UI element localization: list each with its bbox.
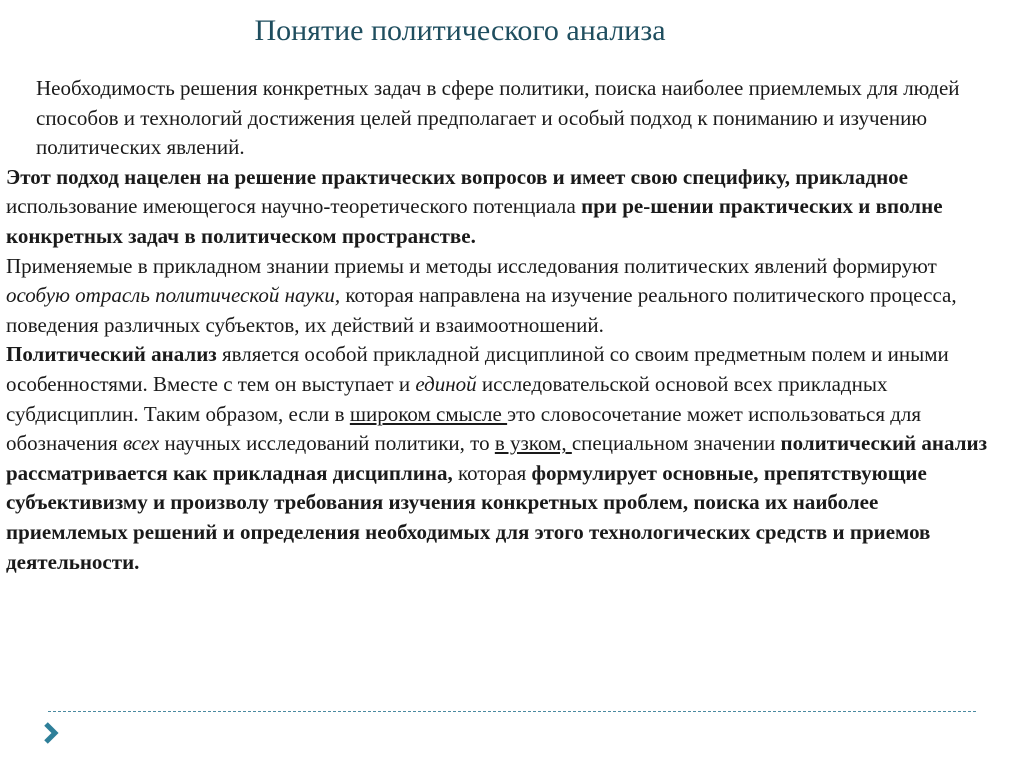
paragraph-1: Необходимость решения конкретных задач в сфере политики, поиска наиболее приемлемых для людей способов и технологий достижения целей предполагает и особый подход к пониманию и изучению политических явлений. [36,76,960,160]
p4-italic-2: всех [122,431,160,456]
slide-body [6,74,996,577]
footer-divider [48,711,976,712]
slide-title: Понятие политического анализа [254,14,666,47]
p4-italic-1: единой [415,371,477,396]
p4-text-4: научных исследований политики, то [159,431,495,456]
paragraph-4 [6,340,996,577]
p2-text-1: использование имеющегося научно-теоретического потенциала [6,194,582,219]
paragraph-2 [6,163,996,252]
p4-text-5: специальном значении [571,431,781,456]
p4-bold-2: политический анализ рассматривается как прикладная дисциплина, [6,431,988,485]
chevron-right-icon [38,721,62,745]
p3-text-1: Применяемые в прикладном знании приемы и методы исследования политических явлений формируют [6,253,937,278]
p4-underline-2: в узком, [494,431,572,456]
p4-bold-1: Политический анализ [6,342,217,367]
p4-text-3: это словосочетание может использоваться для обозначения [6,401,922,456]
p3-text-2: которая направлена на изучение реального политического процесса, поведения различных субъектов, их действий и взаимоотношений. [6,283,957,337]
p4-bold-3: формулирует основные, препятствующие субъективизму и произволу требования изучения конкретных проблем, поиска их наиболее приемлемых решений и определения необходимых для этого технологических средств и приемов деятельности. [6,460,931,574]
paragraph-3 [6,252,996,341]
p4-text-1: является особой прикладной дисциплиной со своим предметным полем и иными особенностями. Вместе с тем он выступает и [6,342,949,396]
p4-text-2: исследовательской основой всех прикладных субдисциплин. Таким образом, если в [6,371,888,426]
p3-italic-1: особую отрасль политической науки, [6,283,341,308]
p4-underline-1: широком смысле [349,401,508,426]
p2-bold-1: Этот подход нацелен на решение практических вопросов и имеет свою специфику, прикладное [6,164,908,189]
p2-bold-2: при ре-шении практических и вполне конкретных задач в политическом пространстве. [6,194,943,248]
p4-text-6: которая [452,460,532,485]
